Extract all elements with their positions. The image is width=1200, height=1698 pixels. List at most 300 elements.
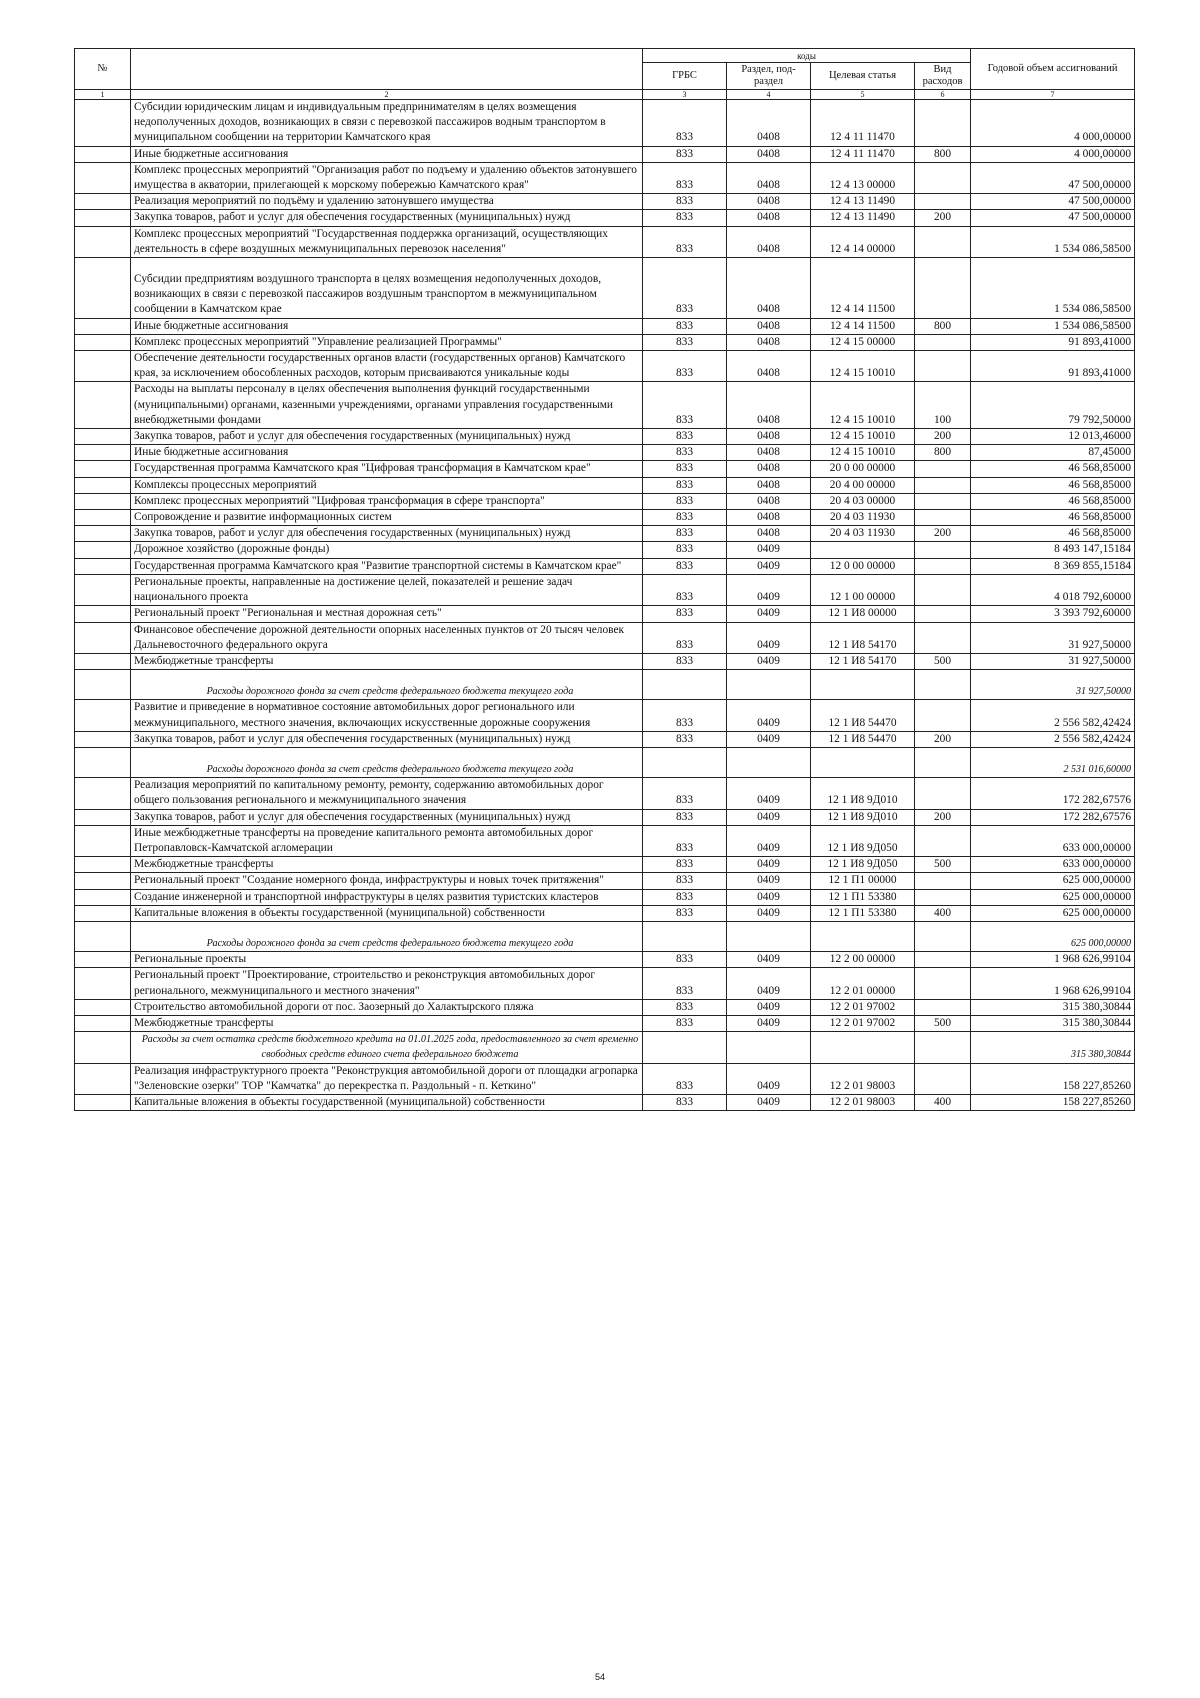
row-amount-cell: 46 568,85000 [971,526,1135,542]
row-vid-cell [915,574,971,605]
row-num-cell [75,952,131,968]
row-amount-cell: 158 227,85260 [971,1094,1135,1110]
row-target-cell [811,921,915,951]
row-razdel-cell: 0408 [727,210,811,226]
row-name-cell: Финансовое обеспечение дорожной деятельности опорных населенных пунктов от 20 тысяч человек Дальневосточного федерального округа [131,622,643,653]
row-num-cell [75,510,131,526]
row-target-cell: 12 2 01 00000 [811,968,915,999]
row-amount-cell: 3 393 792,60000 [971,606,1135,622]
row-razdel-cell [727,670,811,700]
row-amount-cell: 79 792,50000 [971,382,1135,429]
row-name-cell: Закупка товаров, работ и услуг для обеспечения государственных (муниципальных) нужд [131,809,643,825]
row-razdel-cell: 0408 [727,461,811,477]
row-name-cell: Комплекс процессных мероприятий "Цифровая трансформация в сфере транспорта" [131,493,643,509]
row-grbs-cell: 833 [643,382,727,429]
row-target-cell: 12 2 00 00000 [811,952,915,968]
table-row [75,653,1135,669]
row-grbs-cell: 833 [643,461,727,477]
table-row [75,1015,1135,1031]
row-grbs-cell: 833 [643,905,727,921]
table-row [75,334,1135,350]
row-grbs-cell: 833 [643,809,727,825]
row-num-cell [75,622,131,653]
row-target-cell: 12 2 01 98003 [811,1063,915,1094]
row-vid-cell [915,700,971,731]
row-num-cell [75,905,131,921]
row-name-cell: Расходы дорожного фонда за счет средств федерального бюджета текущего года [131,921,643,951]
row-num-cell [75,461,131,477]
row-razdel-cell: 0408 [727,100,811,147]
row-amount-cell: 2 531 016,60000 [971,747,1135,777]
row-num-cell [75,606,131,622]
row-vid-cell [915,493,971,509]
row-name-cell: Региональный проект "Региональная и местная дорожная сеть" [131,606,643,622]
row-razdel-cell: 0408 [727,226,811,257]
row-num-cell [75,653,131,669]
row-amount-cell: 315 380,30844 [971,1032,1135,1063]
row-vid-cell [915,670,971,700]
row-grbs-cell: 833 [643,574,727,605]
row-name-cell: Государственная программа Камчатского края "Развитие транспортной системы в Камчатском крае" [131,558,643,574]
row-razdel-cell: 0408 [727,429,811,445]
row-vid-cell: 200 [915,429,971,445]
row-amount-cell: 633 000,00000 [971,857,1135,873]
row-vid-cell [915,542,971,558]
row-grbs-cell: 833 [643,146,727,162]
row-grbs-cell: 833 [643,258,727,319]
row-num-cell [75,857,131,873]
row-num-cell [75,1094,131,1110]
table-row [75,825,1135,856]
row-name-cell: Региональный проект "Создание номерного фонда, инфраструктуры и новых точек притяжения" [131,873,643,889]
row-razdel-cell: 0408 [727,351,811,382]
table-row [75,194,1135,210]
row-num-cell [75,1032,131,1063]
table-body [75,100,1135,1111]
row-vid-cell [915,258,971,319]
row-name-cell: Строительство автомобильной дороги от пос. Заозерный до Халактырского пляжа [131,999,643,1015]
row-target-cell: 20 4 00 00000 [811,477,915,493]
row-num-cell [75,999,131,1015]
row-vid-cell [915,1032,971,1063]
table-row [75,670,1135,700]
row-razdel-cell: 0409 [727,574,811,605]
table-row [75,493,1135,509]
row-grbs-cell: 833 [643,857,727,873]
row-amount-cell: 91 893,41000 [971,334,1135,350]
row-target-cell: 12 1 И8 9Д050 [811,825,915,856]
row-amount-cell: 46 568,85000 [971,477,1135,493]
table-row [75,731,1135,747]
row-name-cell: Реализация инфраструктурного проекта "Реконструкция автомобильной дороги от площадки агропарка "Зеленовские озерки" ТОР "Камчатка" до перекрестка п. Раздольный - п. Кеткино" [131,1063,643,1094]
row-grbs-cell [643,1032,727,1063]
table-row [75,351,1135,382]
table-row [75,574,1135,605]
table-row [75,857,1135,873]
row-grbs-cell: 833 [643,873,727,889]
table-row [75,445,1135,461]
row-target-cell: 12 1 И8 54170 [811,653,915,669]
row-razdel-cell: 0409 [727,700,811,731]
row-razdel-cell: 0409 [727,952,811,968]
row-grbs-cell: 833 [643,999,727,1015]
table-row [75,429,1135,445]
table-row [75,622,1135,653]
row-name-cell: Обеспечение деятельности государственных органов власти (государственных органов) Камчатского края, за исключением обособленных расходов, которым присваиваются уникальные коды [131,351,643,382]
row-grbs-cell [643,921,727,951]
row-razdel-cell: 0409 [727,731,811,747]
row-amount-cell: 1 534 086,58500 [971,226,1135,257]
row-num-cell [75,226,131,257]
row-razdel-cell [727,921,811,951]
row-amount-cell: 46 568,85000 [971,493,1135,509]
row-grbs-cell [643,670,727,700]
row-vid-cell: 800 [915,318,971,334]
row-name-cell: Региональные проекты, направленные на достижение целей, показателей и решение задач национального проекта [131,574,643,605]
row-vid-cell [915,100,971,147]
row-target-cell: 12 1 И8 54470 [811,700,915,731]
row-num-cell [75,445,131,461]
header-grbs: ГРБС [643,63,727,90]
header-annual: Годовой объем ассигнований [971,49,1135,90]
row-amount-cell: 1 968 626,99104 [971,952,1135,968]
row-grbs-cell: 833 [643,653,727,669]
table-row [75,146,1135,162]
row-target-cell: 12 1 И8 54470 [811,731,915,747]
table-row [75,889,1135,905]
table-row [75,526,1135,542]
row-vid-cell [915,778,971,809]
row-razdel-cell: 0408 [727,526,811,542]
table-row [75,382,1135,429]
row-grbs-cell: 833 [643,825,727,856]
row-razdel-cell: 0408 [727,194,811,210]
row-vid-cell [915,606,971,622]
row-vid-cell [915,952,971,968]
column-number: 1 [75,90,131,100]
row-num-cell [75,558,131,574]
row-name-cell: Расходы дорожного фонда за счет средств федерального бюджета текущего года [131,747,643,777]
row-amount-cell: 4 000,00000 [971,146,1135,162]
row-vid-cell [915,461,971,477]
row-name-cell: Межбюджетные трансферты [131,857,643,873]
row-grbs-cell: 833 [643,622,727,653]
row-target-cell: 12 4 15 10010 [811,429,915,445]
row-grbs-cell: 833 [643,889,727,905]
row-vid-cell [915,825,971,856]
row-target-cell: 20 4 03 11930 [811,510,915,526]
row-vid-cell: 100 [915,382,971,429]
row-name-cell: Развитие и приведение в нормативное состояние автомобильных дорог регионального или межмуниципального, местного значения, включающих искусственные дорожные сооружения [131,700,643,731]
row-razdel-cell: 0409 [727,857,811,873]
row-vid-cell [915,873,971,889]
table-row [75,905,1135,921]
row-amount-cell: 1 534 086,58500 [971,258,1135,319]
row-razdel-cell: 0408 [727,382,811,429]
row-num-cell [75,194,131,210]
row-num-cell [75,477,131,493]
row-grbs-cell [643,747,727,777]
row-num-cell [75,542,131,558]
row-grbs-cell: 833 [643,334,727,350]
row-razdel-cell: 0409 [727,873,811,889]
column-number: 5 [811,90,915,100]
row-grbs-cell: 833 [643,778,727,809]
table-row [75,1063,1135,1094]
row-grbs-cell: 833 [643,510,727,526]
row-target-cell: 12 1 П1 53380 [811,889,915,905]
row-amount-cell: 4 018 792,60000 [971,574,1135,605]
row-num-cell [75,574,131,605]
row-grbs-cell: 833 [643,1015,727,1031]
row-name-cell: Региональные проекты [131,952,643,968]
row-num-cell [75,318,131,334]
row-amount-cell: 8 369 855,15184 [971,558,1135,574]
row-grbs-cell: 833 [643,526,727,542]
row-target-cell: 12 4 15 10010 [811,351,915,382]
row-num-cell [75,334,131,350]
row-grbs-cell: 833 [643,952,727,968]
header-num: № [75,49,131,90]
row-target-cell: 12 4 13 11490 [811,194,915,210]
row-target-cell: 12 1 П1 53380 [811,905,915,921]
row-grbs-cell: 833 [643,226,727,257]
header-target: Целевая статья [811,63,915,90]
row-razdel-cell: 0409 [727,809,811,825]
row-target-cell [811,542,915,558]
row-num-cell [75,778,131,809]
table-row [75,100,1135,147]
row-target-cell: 12 1 И8 9Д050 [811,857,915,873]
row-num-cell [75,382,131,429]
row-grbs-cell: 833 [643,100,727,147]
row-amount-cell: 172 282,67576 [971,809,1135,825]
row-target-cell: 12 2 01 97002 [811,999,915,1015]
table-row [75,258,1135,319]
row-target-cell: 12 4 13 00000 [811,162,915,193]
row-amount-cell: 91 893,41000 [971,351,1135,382]
table-row [75,318,1135,334]
table-row [75,477,1135,493]
row-vid-cell: 800 [915,146,971,162]
row-name-cell: Капитальные вложения в объекты государственной (муниципальной) собственности [131,1094,643,1110]
row-name-cell: Субсидии юридическим лицам и индивидуальным предпринимателям в целях возмещения недополученных доходов, возникающих в связи с перевозкой пассажиров водным транспортом в муниципальном сообщении на территории Камчатского края [131,100,643,147]
row-vid-cell [915,477,971,493]
column-number: 6 [915,90,971,100]
row-razdel-cell: 0408 [727,162,811,193]
row-target-cell: 12 4 11 11470 [811,100,915,147]
row-name-cell: Капитальные вложения в объекты государственной (муниципальной) собственности [131,905,643,921]
row-razdel-cell: 0408 [727,445,811,461]
row-name-cell: Создание инженерной и транспортной инфраструктуры в целях развития туристских кластеров [131,889,643,905]
row-vid-cell: 200 [915,731,971,747]
row-amount-cell: 625 000,00000 [971,873,1135,889]
row-vid-cell [915,999,971,1015]
row-target-cell: 20 4 03 00000 [811,493,915,509]
row-razdel-cell: 0408 [727,510,811,526]
row-amount-cell: 47 500,00000 [971,210,1135,226]
table-row [75,999,1135,1015]
row-target-cell: 12 1 П1 00000 [811,873,915,889]
table-row [75,1032,1135,1063]
row-razdel-cell: 0409 [727,968,811,999]
row-vid-cell [915,747,971,777]
row-razdel-cell: 0409 [727,1094,811,1110]
row-num-cell [75,670,131,700]
row-num-cell [75,747,131,777]
row-vid-cell: 500 [915,857,971,873]
row-num-cell [75,825,131,856]
column-number: 7 [971,90,1135,100]
row-name-cell: Межбюджетные трансферты [131,653,643,669]
row-amount-cell: 172 282,67576 [971,778,1135,809]
row-razdel-cell: 0409 [727,558,811,574]
row-razdel-cell [727,1032,811,1063]
row-target-cell: 12 4 14 11500 [811,258,915,319]
row-amount-cell: 31 927,50000 [971,653,1135,669]
row-razdel-cell: 0409 [727,622,811,653]
row-grbs-cell: 833 [643,700,727,731]
row-vid-cell: 500 [915,653,971,669]
table-row [75,809,1135,825]
table-row [75,542,1135,558]
row-vid-cell [915,921,971,951]
row-vid-cell: 200 [915,809,971,825]
row-vid-cell: 400 [915,905,971,921]
column-number: 3 [643,90,727,100]
header-column-numbers [75,90,1135,100]
row-name-cell: Иные бюджетные ассигнования [131,318,643,334]
column-number: 2 [131,90,643,100]
row-razdel-cell: 0409 [727,1063,811,1094]
row-num-cell [75,100,131,147]
row-amount-cell: 2 556 582,42424 [971,731,1135,747]
row-num-cell [75,258,131,319]
row-target-cell: 12 2 01 98003 [811,1094,915,1110]
table-row [75,461,1135,477]
row-razdel-cell: 0409 [727,905,811,921]
row-vid-cell: 400 [915,1094,971,1110]
table-row [75,700,1135,731]
row-name-cell: Комплекс процессных мероприятий "Организация работ по подъему и удалению объектов затонувшего имущества в акватории, прилегающей к морскому побережью Камчатского края" [131,162,643,193]
row-target-cell: 12 4 15 00000 [811,334,915,350]
row-razdel-cell: 0409 [727,606,811,622]
row-num-cell [75,921,131,951]
row-target-cell: 12 1 00 00000 [811,574,915,605]
row-target-cell [811,747,915,777]
row-amount-cell: 625 000,00000 [971,905,1135,921]
row-num-cell [75,162,131,193]
table-row [75,162,1135,193]
row-name-cell: Комплексы процессных мероприятий [131,477,643,493]
table-row [75,226,1135,257]
row-target-cell: 12 1 И8 9Д010 [811,778,915,809]
row-target-cell [811,670,915,700]
row-name-cell: Субсидии предприятиям воздушного транспорта в целях возмещения недополученных доходов, возникающих в связи с перевозкой пассажиров воздушным транспортом в межмуниципальном сообщении в Камчатском крае [131,258,643,319]
row-target-cell: 12 0 00 00000 [811,558,915,574]
row-target-cell: 12 2 01 97002 [811,1015,915,1031]
row-name-cell: Иные бюджетные ассигнования [131,146,643,162]
table-row [75,606,1135,622]
row-name-cell: Государственная программа Камчатского края "Цифровая трансформация в Камчатском крае" [131,461,643,477]
row-amount-cell: 315 380,30844 [971,1015,1135,1031]
row-amount-cell: 1 534 086,58500 [971,318,1135,334]
row-vid-cell [915,194,971,210]
row-vid-cell: 200 [915,210,971,226]
row-num-cell [75,731,131,747]
row-razdel-cell: 0408 [727,258,811,319]
row-num-cell [75,1015,131,1031]
row-target-cell: 20 0 00 00000 [811,461,915,477]
row-target-cell [811,1032,915,1063]
row-amount-cell: 4 000,00000 [971,100,1135,147]
row-grbs-cell: 833 [643,429,727,445]
table-row [75,210,1135,226]
row-num-cell [75,889,131,905]
row-num-cell [75,146,131,162]
row-num-cell [75,968,131,999]
row-name-cell: Расходы дорожного фонда за счет средств федерального бюджета текущего года [131,670,643,700]
row-target-cell: 12 1 И8 9Д010 [811,809,915,825]
header-vid: Вид расходов [915,63,971,90]
row-amount-cell: 158 227,85260 [971,1063,1135,1094]
row-amount-cell: 625 000,00000 [971,889,1135,905]
row-name-cell: Комплекс процессных мероприятий "Государственная поддержка организаций, осуществляющих деятельность в сфере воздушных межмуниципальных перевозок населения" [131,226,643,257]
table-row [75,873,1135,889]
row-target-cell: 12 4 15 10010 [811,382,915,429]
row-num-cell [75,493,131,509]
row-num-cell [75,700,131,731]
row-num-cell [75,526,131,542]
row-razdel-cell: 0408 [727,318,811,334]
row-grbs-cell: 833 [643,542,727,558]
row-num-cell [75,210,131,226]
row-target-cell: 12 4 13 11490 [811,210,915,226]
row-name-cell: Дорожное хозяйство (дорожные фонды) [131,542,643,558]
row-grbs-cell: 833 [643,493,727,509]
row-amount-cell: 46 568,85000 [971,461,1135,477]
row-amount-cell: 625 000,00000 [971,921,1135,951]
row-num-cell [75,873,131,889]
row-amount-cell: 12 013,46000 [971,429,1135,445]
row-num-cell [75,429,131,445]
table-row [75,558,1135,574]
table-row [75,747,1135,777]
row-name-cell: Межбюджетные трансферты [131,1015,643,1031]
row-name-cell: Реализация мероприятий по подъёму и удалению затонувшего имущества [131,194,643,210]
row-vid-cell: 200 [915,526,971,542]
row-grbs-cell: 833 [643,210,727,226]
row-grbs-cell: 833 [643,1094,727,1110]
row-grbs-cell: 833 [643,731,727,747]
row-razdel-cell: 0409 [727,999,811,1015]
row-vid-cell [915,334,971,350]
table-row [75,968,1135,999]
row-amount-cell: 46 568,85000 [971,510,1135,526]
row-amount-cell: 31 927,50000 [971,670,1135,700]
row-target-cell: 12 4 15 10010 [811,445,915,461]
row-razdel-cell: 0409 [727,825,811,856]
row-name-cell: Комплекс процессных мероприятий "Управление реализацией Программы" [131,334,643,350]
column-number: 4 [727,90,811,100]
row-razdel-cell: 0409 [727,1015,811,1031]
table-row [75,510,1135,526]
row-name-cell: Расходы за счет остатка средств бюджетного кредита на 01.01.2025 года, предоставленного за счет временно свободных средств единого счета федерального бюджета [131,1032,643,1063]
row-grbs-cell: 833 [643,162,727,193]
row-name-cell: Реализация мероприятий по капитальному ремонту, ремонту, содержанию автомобильных дорог общего пользования регионального и межмуниципального значения [131,778,643,809]
row-name-cell: Иные бюджетные ассигнования [131,445,643,461]
row-razdel-cell: 0409 [727,889,811,905]
